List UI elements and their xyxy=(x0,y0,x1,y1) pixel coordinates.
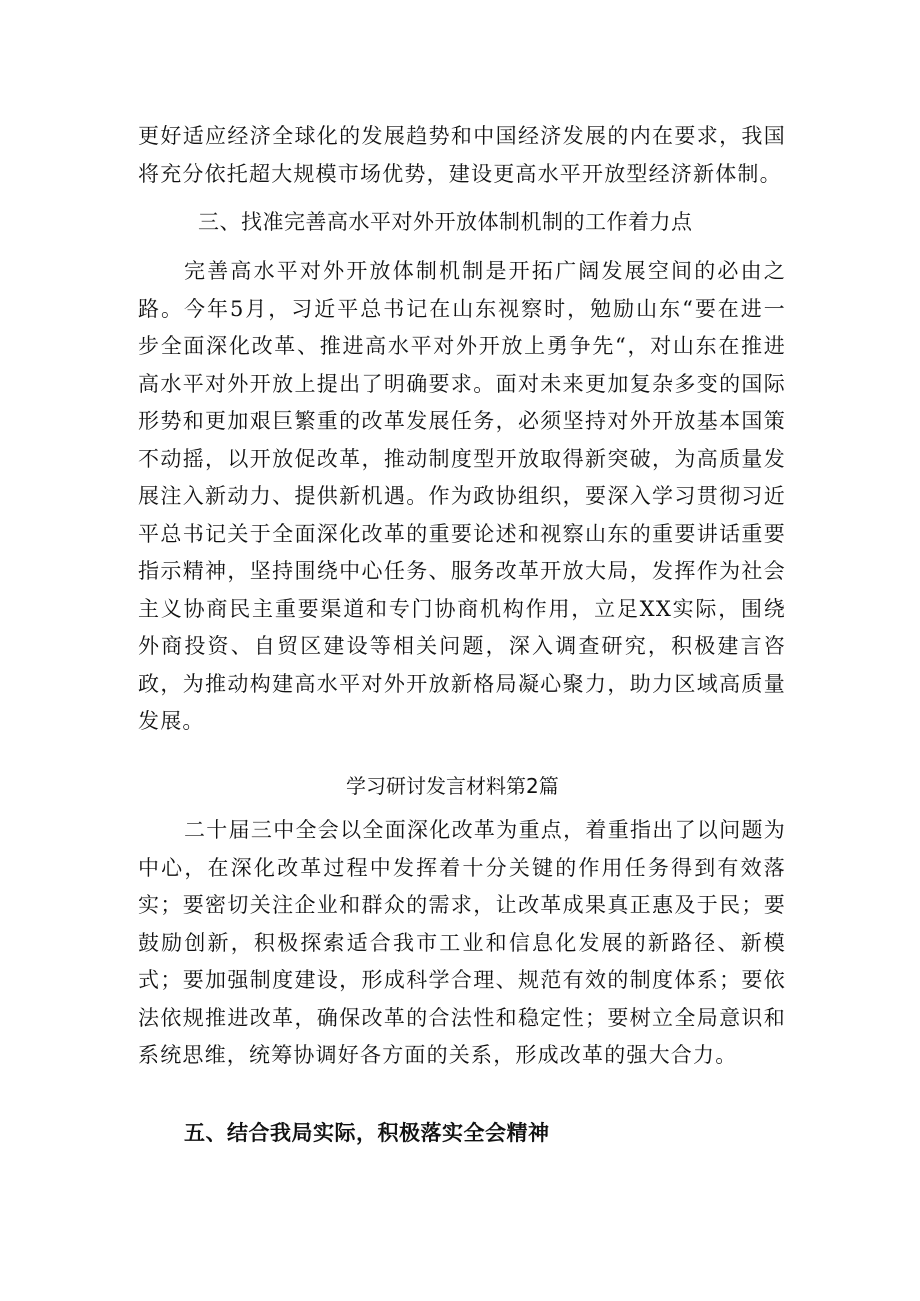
paragraph-opening-up-mechanism: 完善高水平对外开放体制机制是开拓广阔发展空间的必由之路。今年5月，习近平总书记在山东视察时，勉励山东“要在进一步全面深化改革、推进高水平对外开放上勇争先“，对山东在推进高水平对外开放上提出了明确要求。面对未来更加复杂多变的国际形势和更加艰巨繁重的改革发展任务，必须坚持对外开放基本国策不动摇，以开放促改革，推动制度型开放取得新突破，为高质量发展注入新动力、提供新机遇。作为政协组织，要深入学习贯彻习近平总书记关于全面深化改革的重要论述和视察山东的重要讲话重要指示精神，坚持围绕中心任务、服务改革开放大局，发挥作为社会主义协商民主重要渠道和专门协商机构作用，立足XX实际，围绕外商投资、自贸区建设等相关问题，深入调查研究，积极建言咨政，为推动构建高水平对外开放新格局凝心聚力，助力区域高质量发展。 xyxy=(138,259,786,733)
article-title: 学习研讨发言材料第2篇 xyxy=(346,774,559,798)
paragraph-plenary-session: 二十届三中全会以全面深化改革为重点，着重指出了以问题为中心，在深化改革过程中发挥着十分关键的作用任务得到有效落实；要密切关注企业和群众的需求，让改革成果真正惠及于民；要鼓励创新，积极探索适合我市工业和信息化发展的新路径、新模式；要加强制度建设，形成科学合理、规范有效的制度体系；要依法依规推进改革，确保改革的合法性和稳定性；要树立全局意识和系统思维，统筹协调好各方面的关系，形成改革的强大合力。 xyxy=(138,818,786,1067)
paragraph-open-economy: 更好适应经济全球化的发展趋势和中国经济发展的内在要求，我国将充分依托超大规模市场优势，建设更高水平开放型经济新体制。 xyxy=(138,124,786,186)
section-heading-three: 三、找准完善高水平对外开放体制机制的工作着力点 xyxy=(198,210,693,234)
section-heading-five: 五、结合我局实际，积极落实全会精神 xyxy=(184,1121,550,1145)
